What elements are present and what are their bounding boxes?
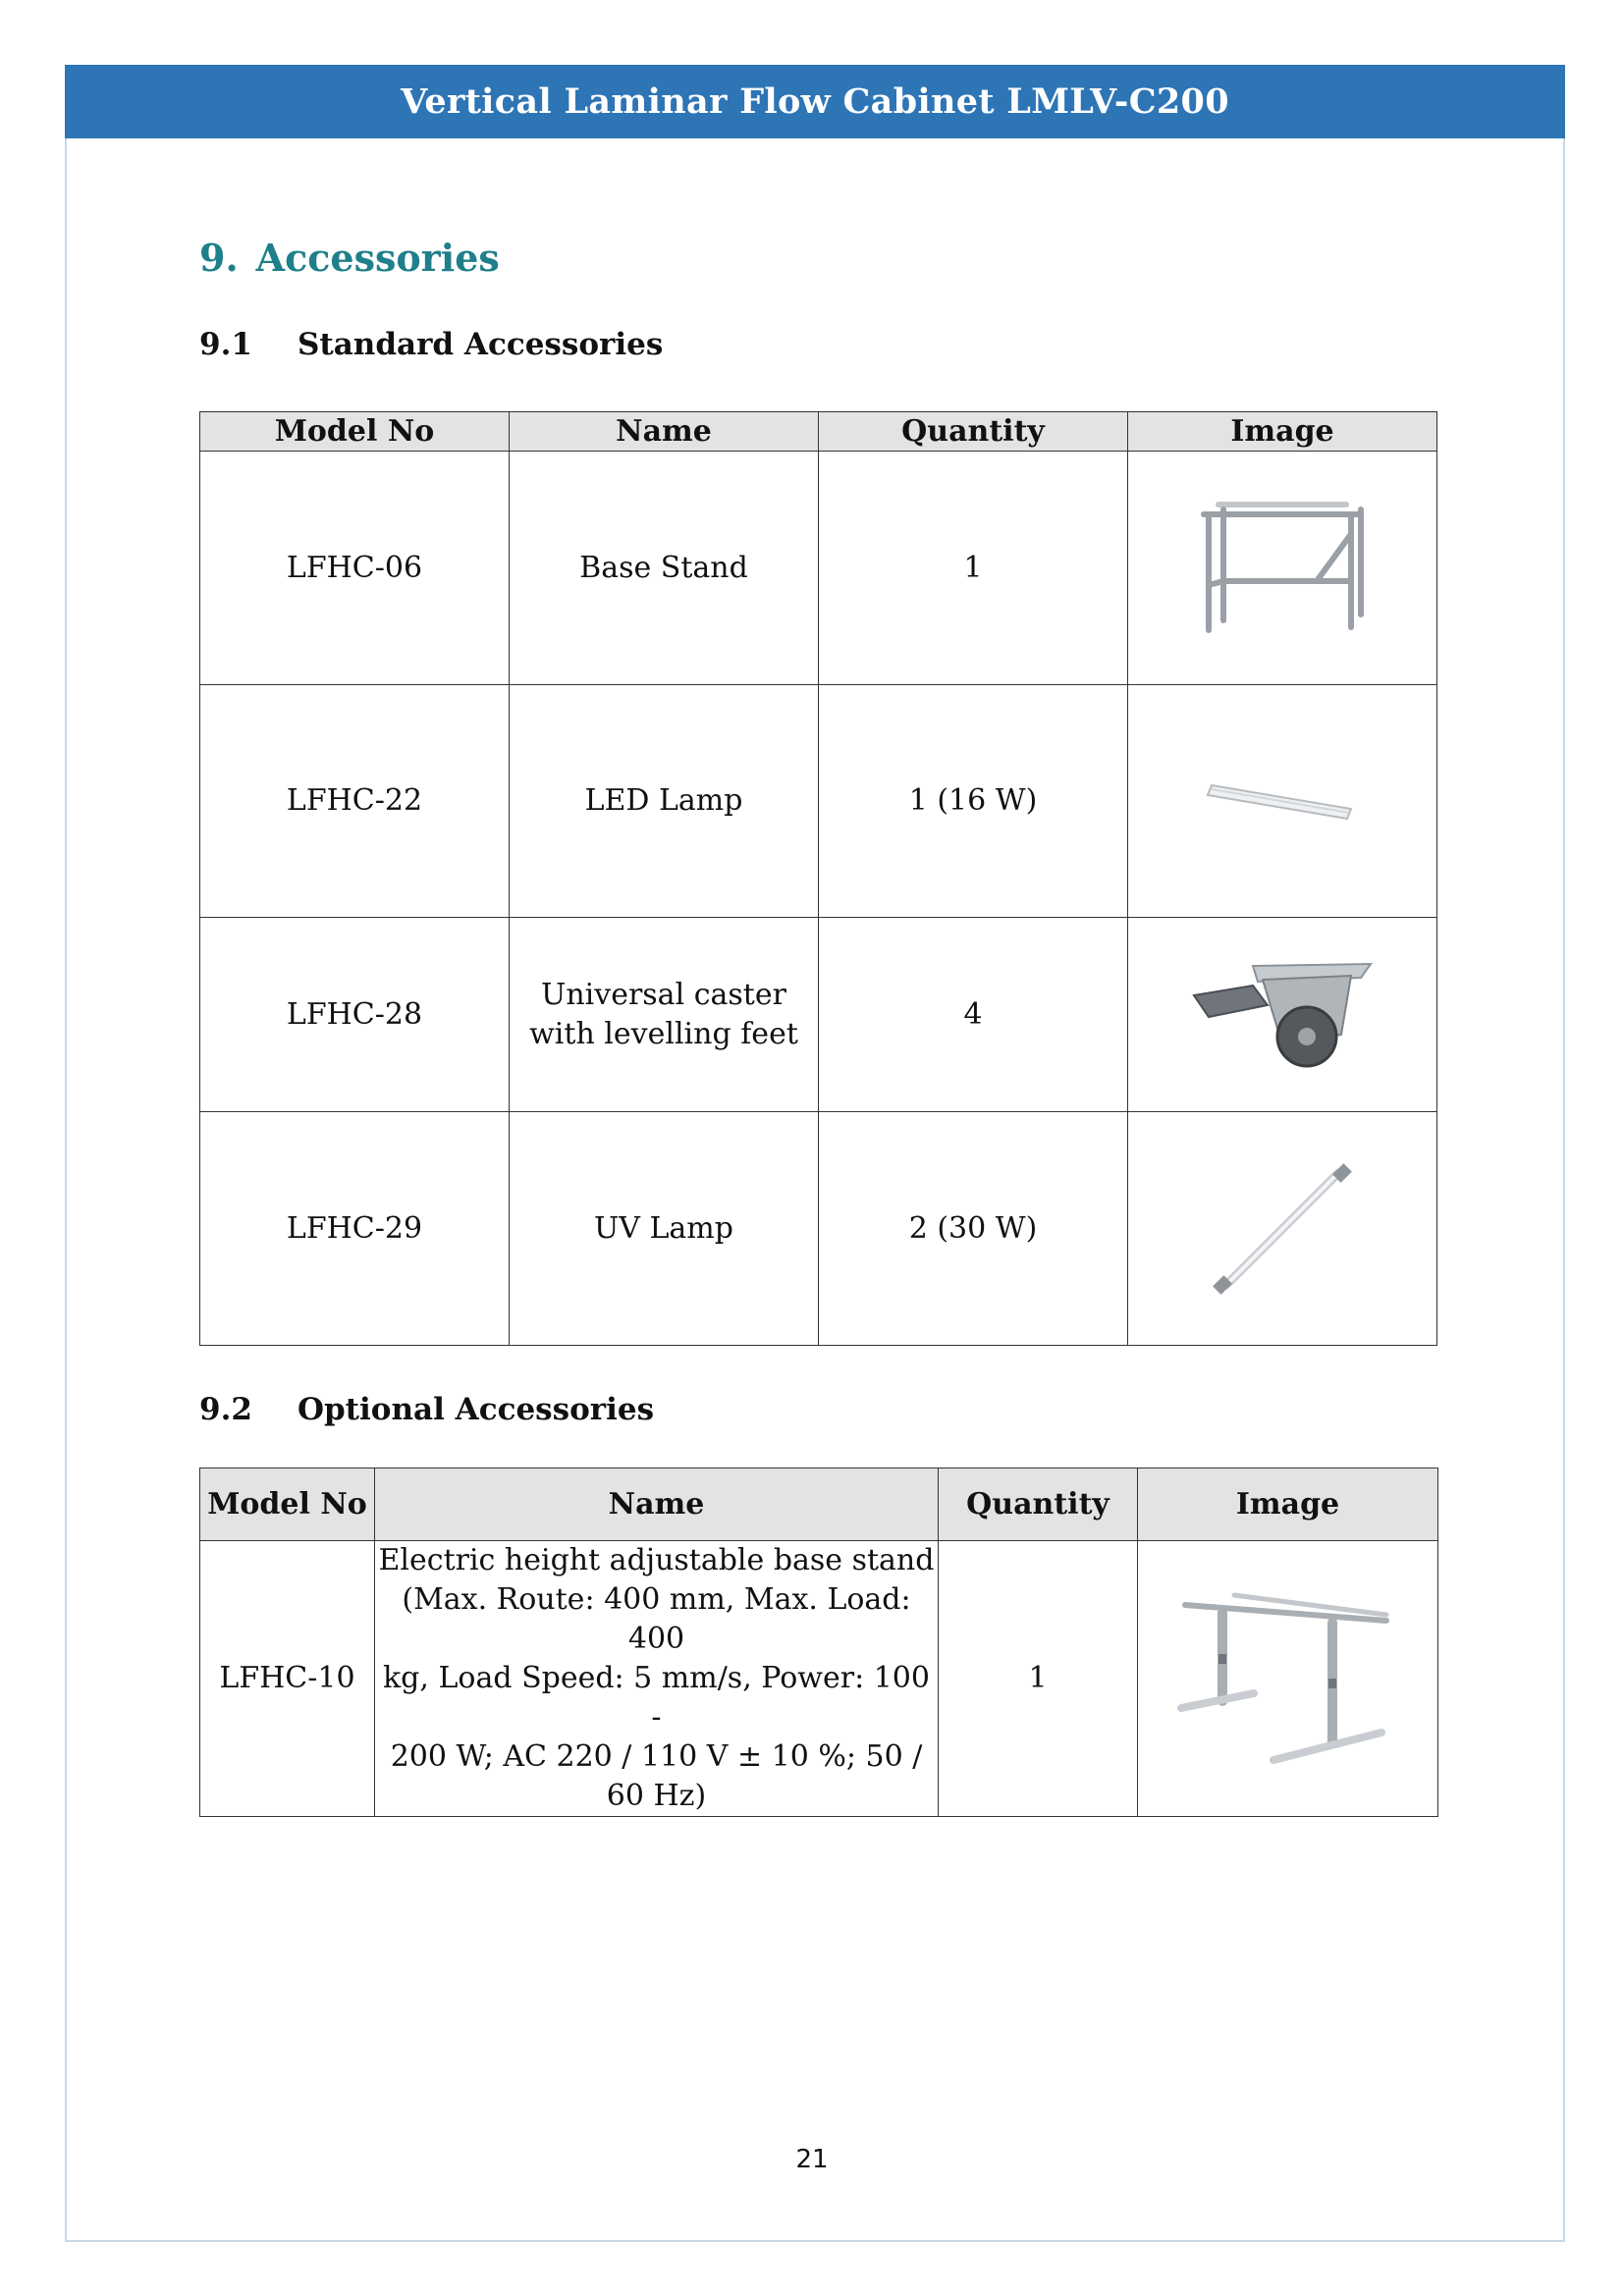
table-row (200, 1541, 1438, 1817)
caster-wheel-icon (1184, 956, 1380, 1074)
section-heading (199, 236, 500, 280)
column-header: Quantity (939, 1468, 1138, 1541)
subsection-title: Optional Accessories (298, 1392, 655, 1427)
quantity-cell: 1 (939, 1541, 1138, 1817)
name-line: Universal caster (541, 977, 786, 1012)
image-cell (1128, 918, 1437, 1112)
name-line: kg, Load Speed: 5 mm/s, Power: 100 - (383, 1661, 930, 1735)
quantity-cell: 1 (819, 452, 1128, 685)
table-header-row (200, 1468, 1438, 1541)
section-number: 9. (199, 236, 239, 280)
column-header: Image (1128, 412, 1437, 452)
quantity-cell: 2 (30 W) (819, 1112, 1128, 1346)
column-header: Quantity (819, 412, 1128, 452)
name-line: (Max. Route: 400 mm, Max. Load: 400 (402, 1582, 911, 1656)
quantity-cell: 4 (819, 918, 1128, 1112)
uv-lamp-tube-icon (1209, 1155, 1356, 1303)
table-row (200, 685, 1437, 918)
subsection-number: 9.2 (199, 1392, 252, 1427)
column-header: Model No (200, 1468, 375, 1541)
image-cell (1128, 452, 1437, 685)
name-line: with levelling feet (529, 1016, 798, 1051)
standard-accessories-heading (199, 327, 663, 362)
standard-accessories-table (199, 411, 1437, 1346)
model-cell: LFHC-28 (200, 918, 510, 1112)
name-line: 200 W; AC 220 / 110 V ± 10 %; 50 / (390, 1739, 923, 1774)
page-number: 21 (795, 2145, 829, 2174)
table-row (200, 1112, 1437, 1346)
image-cell (1128, 1112, 1437, 1346)
table-row (200, 452, 1437, 685)
image-cell (1138, 1541, 1438, 1817)
model-cell: LFHC-06 (200, 452, 510, 685)
model-cell: LFHC-10 (200, 1541, 375, 1817)
section-title: Accessories (255, 236, 500, 280)
column-header: Name (375, 1468, 939, 1541)
column-header: Image (1138, 1468, 1438, 1541)
table-row (200, 918, 1437, 1112)
quantity-cell: 1 (16 W) (819, 685, 1128, 918)
base-stand-icon (1189, 495, 1376, 642)
subsection-number: 9.1 (199, 327, 252, 362)
column-header: Model No (200, 412, 510, 452)
name-cell (510, 918, 819, 1112)
name-cell: Base Stand (510, 452, 819, 685)
column-header: Name (510, 412, 819, 452)
led-lamp-icon (1204, 772, 1361, 830)
model-cell: LFHC-29 (200, 1112, 510, 1346)
model-cell: LFHC-22 (200, 685, 510, 918)
name-line: 60 Hz) (606, 1779, 707, 1813)
table-header-row (200, 412, 1437, 452)
image-cell (1128, 685, 1437, 918)
optional-accessories-heading (199, 1392, 654, 1427)
name-cell (375, 1541, 939, 1817)
electric-height-stand-icon (1175, 1585, 1401, 1772)
subsection-title: Standard Accessories (298, 327, 664, 362)
name-cell: UV Lamp (510, 1112, 819, 1346)
name-cell: LED Lamp (510, 685, 819, 918)
optional-accessories-table (199, 1468, 1438, 1817)
page-header-title: Vertical Laminar Flow Cabinet LMLV-C200 (65, 65, 1565, 138)
name-line: Electric height adjustable base stand (378, 1543, 935, 1577)
